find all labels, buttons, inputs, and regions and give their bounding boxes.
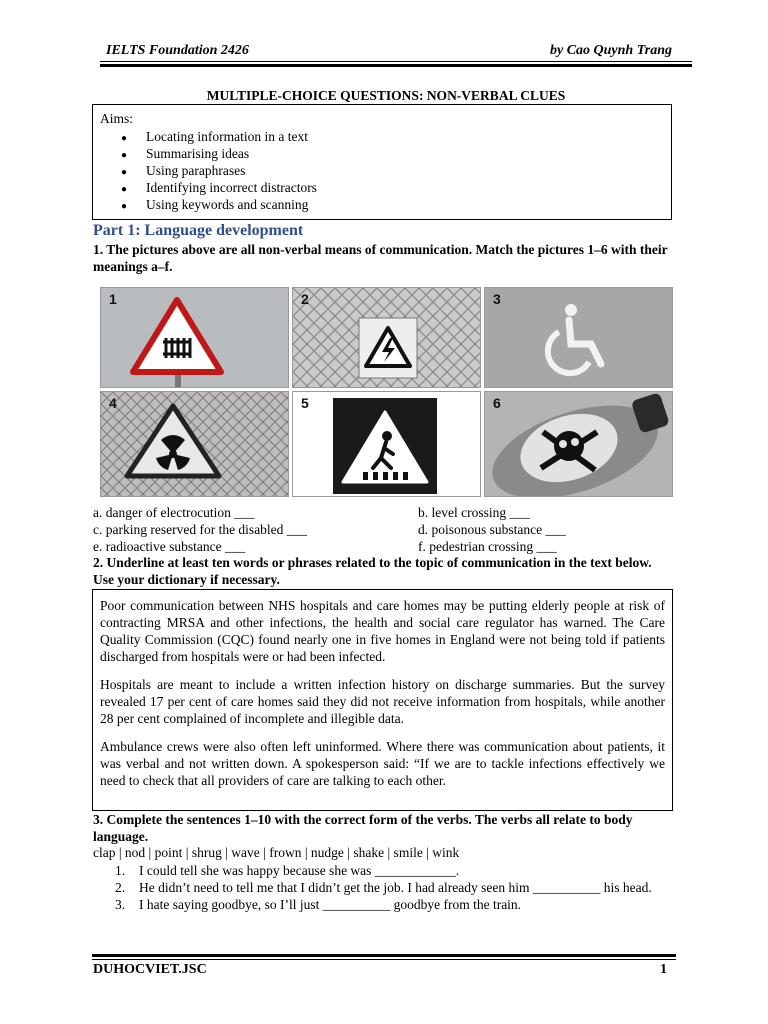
picture-number: 4 bbox=[109, 395, 117, 411]
picture-number: 2 bbox=[301, 291, 309, 307]
poison-skull-sign-icon bbox=[485, 392, 673, 497]
bullet-icon: ● bbox=[121, 167, 128, 178]
option-item: c. parking reserved for the disabled ___ bbox=[93, 522, 308, 537]
electrocution-sign-icon bbox=[293, 288, 481, 388]
page-title: MULTIPLE-CHOICE QUESTIONS: NON-VERBAL CLUES bbox=[206, 88, 566, 103]
picture-6 bbox=[484, 391, 673, 497]
sentence-number: 1. bbox=[115, 863, 126, 878]
level-crossing-sign-icon bbox=[101, 288, 289, 388]
question-1: 1. The pictures above are all non-verbal means of communication. Match the pictures 1–6 with their meanings a–f. bbox=[93, 242, 668, 274]
passage-paragraph: Poor communication between NHS hospitals and care homes may be putting elderly people at risk of contracting MRSA and other infections, the health and social care regulator has warned. The Care Quality Commission (CQC) found nearly one in five homes in England were not being told if patients discharged from hospitals were or had been infected. bbox=[100, 598, 665, 664]
passage-paragraph: Ambulance crews were also often left uninformed. Where there was communication about patients, it was verbal and not written down. A spokesperson said: “If we are to tackle infections effectively we need to check that all providers of care are talking to each other. bbox=[100, 739, 665, 788]
reading-passage-box bbox=[92, 589, 673, 811]
option-item: a. danger of electrocution ___ bbox=[93, 505, 255, 520]
option-item: b. level crossing ___ bbox=[418, 505, 530, 520]
picture-number: 3 bbox=[493, 291, 501, 307]
header-rule-thick bbox=[100, 64, 692, 67]
aims-item: ● Identifying incorrect distractors bbox=[121, 179, 317, 196]
sentence-text: I could tell she was happy because she was ____________. bbox=[139, 863, 460, 878]
sentence-number: 2. bbox=[115, 880, 126, 895]
header-author: by Cao Quynh Trang bbox=[549, 43, 672, 58]
aims-item: ● Summarising ideas bbox=[121, 145, 317, 162]
sentence-item bbox=[115, 879, 675, 896]
picture-number: 6 bbox=[493, 395, 501, 411]
passage-paragraph: Hospitals are meant to include a written infection history on discharge summaries. But the survey revealed 17 per cent of care homes said they did not receive information from hospitals, while another 28 per cent complained of incomplete and illegible data. bbox=[100, 677, 665, 726]
disabled-parking-sign-icon bbox=[485, 288, 673, 388]
bullet-icon: ● bbox=[121, 184, 128, 195]
bullet-icon: ● bbox=[121, 150, 128, 161]
aims-item: ● Using keywords and scanning bbox=[121, 196, 317, 213]
question-2: 2. Underline at least ten words or phrases related to the topic of communication in the text below. Use your dictionary if necessary. bbox=[93, 555, 652, 587]
options-row bbox=[93, 538, 673, 555]
sentence-text: He didn’t need to tell me that I didn’t get the job. I had already seen him __________ his head. bbox=[139, 880, 652, 895]
pedestrian-crossing-sign-icon bbox=[293, 392, 481, 497]
aims-box bbox=[92, 104, 672, 220]
aims-label: Aims: bbox=[100, 111, 134, 126]
footer-rule-thick bbox=[92, 954, 676, 957]
picture-1 bbox=[100, 287, 289, 388]
picture-2 bbox=[292, 287, 481, 388]
picture-5 bbox=[292, 391, 481, 497]
question-3: 3. Complete the sentences 1–10 with the correct form of the verbs. The verbs all relate to body language. bbox=[93, 812, 633, 844]
sentence-item bbox=[115, 862, 675, 879]
radioactive-sign-icon bbox=[101, 392, 289, 497]
picture-number: 5 bbox=[301, 395, 309, 411]
option-item: e. radioactive substance ___ bbox=[93, 539, 246, 554]
option-item: d. poisonous substance ___ bbox=[418, 522, 566, 537]
picture-number: 1 bbox=[109, 291, 117, 307]
sentence-number: 3. bbox=[115, 897, 126, 912]
page-number: 1 bbox=[660, 962, 667, 977]
part1-heading: Part 1: Language development bbox=[93, 222, 304, 239]
footer-rule-thin bbox=[92, 959, 676, 960]
signs-picture-grid bbox=[100, 287, 673, 497]
aims-list bbox=[121, 128, 317, 213]
footer-company: DUHOCVIET.JSC bbox=[93, 962, 207, 977]
options-row bbox=[93, 504, 673, 521]
options-row bbox=[93, 521, 673, 538]
verb-list: clap | nod | point | shrug | wave | frown | nudge | shake | smile | wink bbox=[93, 845, 460, 860]
page-header bbox=[100, 43, 672, 61]
header-rule-thin bbox=[100, 61, 692, 62]
aims-item: ● Locating information in a text bbox=[121, 128, 317, 145]
bullet-icon: ● bbox=[121, 201, 128, 212]
option-item: f. pedestrian crossing ___ bbox=[418, 539, 557, 554]
picture-3 bbox=[484, 287, 673, 388]
sentence-text: I hate saying goodbye, so I’ll just __________ goodbye from the train. bbox=[139, 897, 522, 912]
picture-4 bbox=[100, 391, 289, 497]
sentence-item bbox=[115, 896, 675, 913]
bullet-icon: ● bbox=[121, 133, 128, 144]
sentence-list bbox=[115, 862, 675, 913]
aims-item: ● Using paraphrases bbox=[121, 162, 317, 179]
matching-options bbox=[93, 504, 673, 555]
header-course: IELTS Foundation 2426 bbox=[106, 43, 249, 58]
